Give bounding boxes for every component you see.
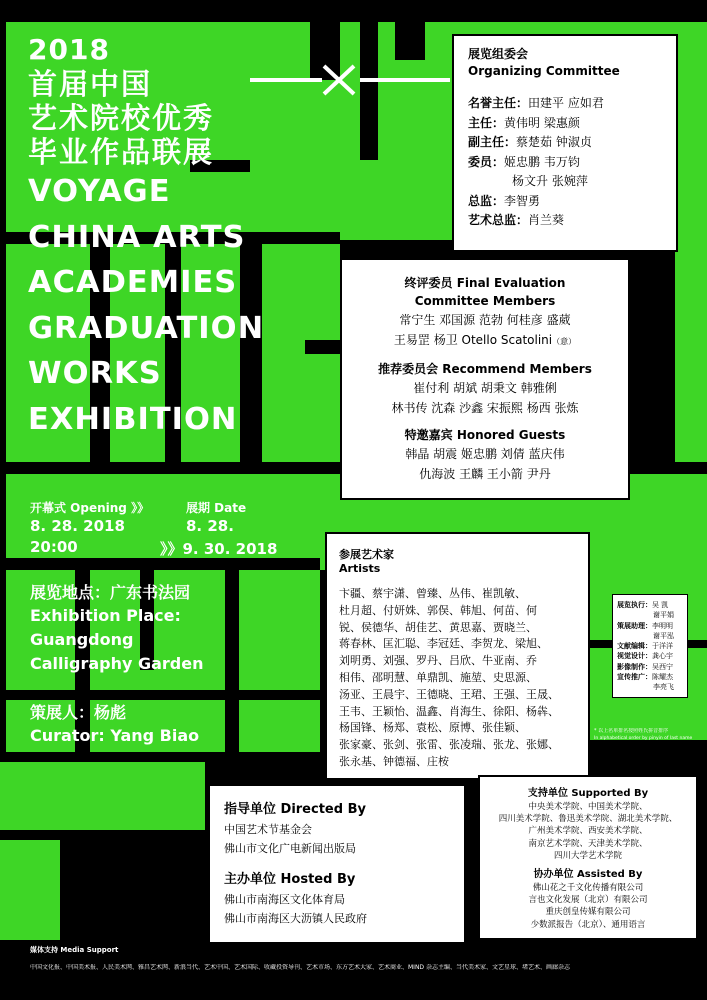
- place-en-1: Exhibition Place:: [30, 606, 181, 625]
- assisted-line: 佛山花之千文化传播有限公司: [532, 883, 644, 894]
- staff-row: 展览执行：吴 凯: [617, 601, 669, 609]
- artists-note-zh: * 以上名单排名按照姓氏拼音排序: [594, 728, 669, 734]
- directed-hosted-box: [208, 784, 466, 944]
- curator-zh: 策展人：杨彪: [30, 703, 127, 722]
- organizing-title-zh: 展览组委会: [468, 47, 529, 61]
- organizing-row: 总监：李智勇: [468, 193, 541, 208]
- artists-line: 锐、侯德华、胡佳艺、黄思嘉、贾晓兰、: [339, 620, 537, 634]
- recommend-title: 推荐委员会 Recommend Members: [378, 362, 592, 376]
- organizing-row: 艺术总监：肖兰葵: [468, 213, 565, 227]
- title-year: 2018: [28, 33, 110, 66]
- title-zh-line-1: 首届中国: [28, 67, 153, 101]
- artists-line: 刘明勇、刘强、罗丹、吕欣、牛亚南、乔: [339, 654, 537, 668]
- title-en-line-6: EXHIBITION: [28, 401, 238, 437]
- artists-line: 张永基、钟德福、庄桉: [339, 754, 449, 768]
- media-title: 媒体支持 Media Support: [30, 946, 119, 954]
- title-en-line-4: GRADUATION: [28, 310, 265, 346]
- artists-line: 蒋春林、匡汇聪、李冠廷、李贺龙、梁旭、: [339, 637, 548, 651]
- opening-date: 8. 28. 2018: [30, 517, 125, 535]
- artists-line: 杜月超、付妍姝、郭俣、韩旭、何苗、何: [339, 603, 537, 617]
- exhibition-title: [28, 33, 264, 442]
- place-en-2: Guangdong: [30, 630, 134, 649]
- staff-row: 李亮飞: [653, 683, 674, 692]
- final-committee-line-1: 常宁生 邓国源 范勃 何桂彦 盛葳: [399, 313, 571, 327]
- final-committee-line-2: 王易罡 杨卫 Otello Scatolini（意）: [393, 333, 577, 347]
- staff-row: 文献编辑：于洋洋: [617, 642, 673, 651]
- staff-row: 谢平娟: [653, 611, 674, 620]
- period-end: 》》9. 30. 2018: [160, 540, 278, 558]
- supported-line: 四川美术学院、鲁迅美术学院、湖北美术学院、: [498, 814, 678, 825]
- supported-line: 南京艺术学院、天津美术学院、: [528, 838, 648, 849]
- artists-note-en: In alphabetical order by pinyin of last name: [594, 736, 693, 741]
- organizing-row: 杨文升 张婉萍: [512, 174, 588, 188]
- artists-list: [339, 586, 576, 771]
- organizing-title-en: Organizing Committee: [468, 64, 620, 78]
- artists-line: 杨国锋、杨郑、袁松、原博、张佳颖、: [339, 721, 526, 735]
- title-en-line-5: WORKS: [28, 356, 162, 391]
- artists-line: 相伟、邵明慧、单鼎凯、施堃、史思源、: [339, 670, 537, 684]
- artists-line: 王韦、王颖怡、温鑫、肖海生、徐阳、杨犇、: [339, 704, 559, 718]
- hosted-line-2: 佛山市南海区大沥镇人民政府: [224, 912, 367, 925]
- title-en-line-3: ACADEMIES: [28, 265, 238, 300]
- supported-title: 支持单位 Supported By: [527, 788, 649, 799]
- staff-row: 谢平泓: [653, 631, 674, 640]
- organizing-committee-box: [452, 34, 678, 252]
- place-zh: 展览地点：广东书法园: [30, 583, 191, 602]
- opening-label: 开幕式 Opening 》》: [30, 501, 150, 515]
- artists-box: [325, 532, 590, 780]
- artists-title-en: Artists: [339, 562, 381, 575]
- artists-line: 卞疆、蔡宇潇、曾臻、丛伟、崔凯敏、: [339, 587, 526, 600]
- organizing-row: 委员：姬忠鹏 韦万钧: [468, 154, 580, 169]
- staff-row: 视觉设计：龚心宇: [617, 652, 673, 661]
- final-committee-title: 终评委员 Final Evaluation: [404, 276, 566, 290]
- guests-title: 特邀嘉宾 Honored Guests: [404, 428, 566, 442]
- organizing-row: 名誉主任：田建平 应如君: [468, 96, 604, 110]
- hosted-title: 主办单位 Hosted By: [224, 872, 356, 887]
- date-label: 展期 Date: [186, 501, 247, 515]
- directed-line-1: 中国艺术节基金会: [224, 823, 312, 836]
- final-committee-title-2: Committee Members: [414, 294, 556, 308]
- supported-assisted-box: [478, 775, 698, 940]
- opening-time: 20:00: [30, 538, 78, 556]
- assisted-line: 言也文化发展（北京）有限公司: [528, 895, 648, 906]
- recommend-line-2: 林书传 沈森 沙鑫 宋振熙 杨西 张炼: [391, 401, 579, 415]
- place-en-3: Calligraphy Garden: [30, 654, 204, 673]
- assisted-line: 重庆创皇传媒有限公司: [545, 907, 631, 918]
- hosted-line-1: 佛山市南海区文化体育局: [224, 893, 345, 906]
- directed-line-2: 佛山市文化广电新闻出版局: [224, 842, 356, 855]
- staff-row: 影像制作：吴西宁: [617, 662, 673, 671]
- staff-row: 宣传推广：陈耀杰: [617, 673, 673, 682]
- organizing-row: 副主任：蔡楚茹 钟淑贞: [468, 135, 592, 149]
- staff-row: 策展助理：李明明: [617, 621, 673, 630]
- guests-line-1: 韩晶 胡震 姬忠鹏 刘倩 蓝庆伟: [405, 447, 565, 461]
- supported-line: 四川大学艺术学院: [553, 850, 622, 861]
- recommend-line-1: 崔付利 胡斌 胡秉文 韩雅俐: [413, 381, 557, 395]
- artists-line: 汤亚、王晨宇、王德晓、王珺、王强、王晟、: [339, 687, 559, 701]
- period-start: 8. 28.: [186, 517, 234, 535]
- directed-title: 指导单位 Directed By: [224, 802, 366, 817]
- curator-en: Curator: Yang Biao: [30, 726, 200, 745]
- arrow-accent-icon: [250, 58, 450, 98]
- assisted-line: 少数派报告（北京）、通用语言: [530, 919, 646, 930]
- title-en-line-1: VOYAGE: [28, 174, 171, 209]
- supported-line: 中央美术学院、中国美术学院、: [528, 802, 648, 812]
- supported-line: 广州美术学院、西安美术学院、: [528, 826, 648, 837]
- title-zh-line-2: 艺术院校优秀: [28, 101, 215, 135]
- assisted-title: 协办单位 Assisted By: [533, 869, 643, 881]
- organizing-rows: [468, 94, 662, 231]
- artists-title-zh: 参展艺术家: [339, 548, 394, 561]
- organizing-row: 主任：黄伟明 梁惠颜: [468, 115, 580, 130]
- guests-line-2: 仇海波 王麟 王小箭 尹丹: [419, 467, 551, 481]
- media-line: 中国文化报、中国美术报、人民美术网、雅昌艺术网、新浪当代、艺术中国、艺术国际、收藏投资导刊、艺术市场、东方艺术大家、艺术商业、MIND 杂志主编、当代美术家、文艺星球、堵艺术、画廊杂志: [30, 964, 570, 971]
- artists-line: 张家豪、张剑、张雷、张凌瑞、张龙、张娜、: [339, 738, 559, 752]
- committees-box: [340, 258, 630, 500]
- title-zh-line-3: 毕业作品联展: [28, 135, 215, 169]
- title-en-line-2: CHINA ARTS: [28, 219, 246, 255]
- staff-box: [612, 594, 688, 698]
